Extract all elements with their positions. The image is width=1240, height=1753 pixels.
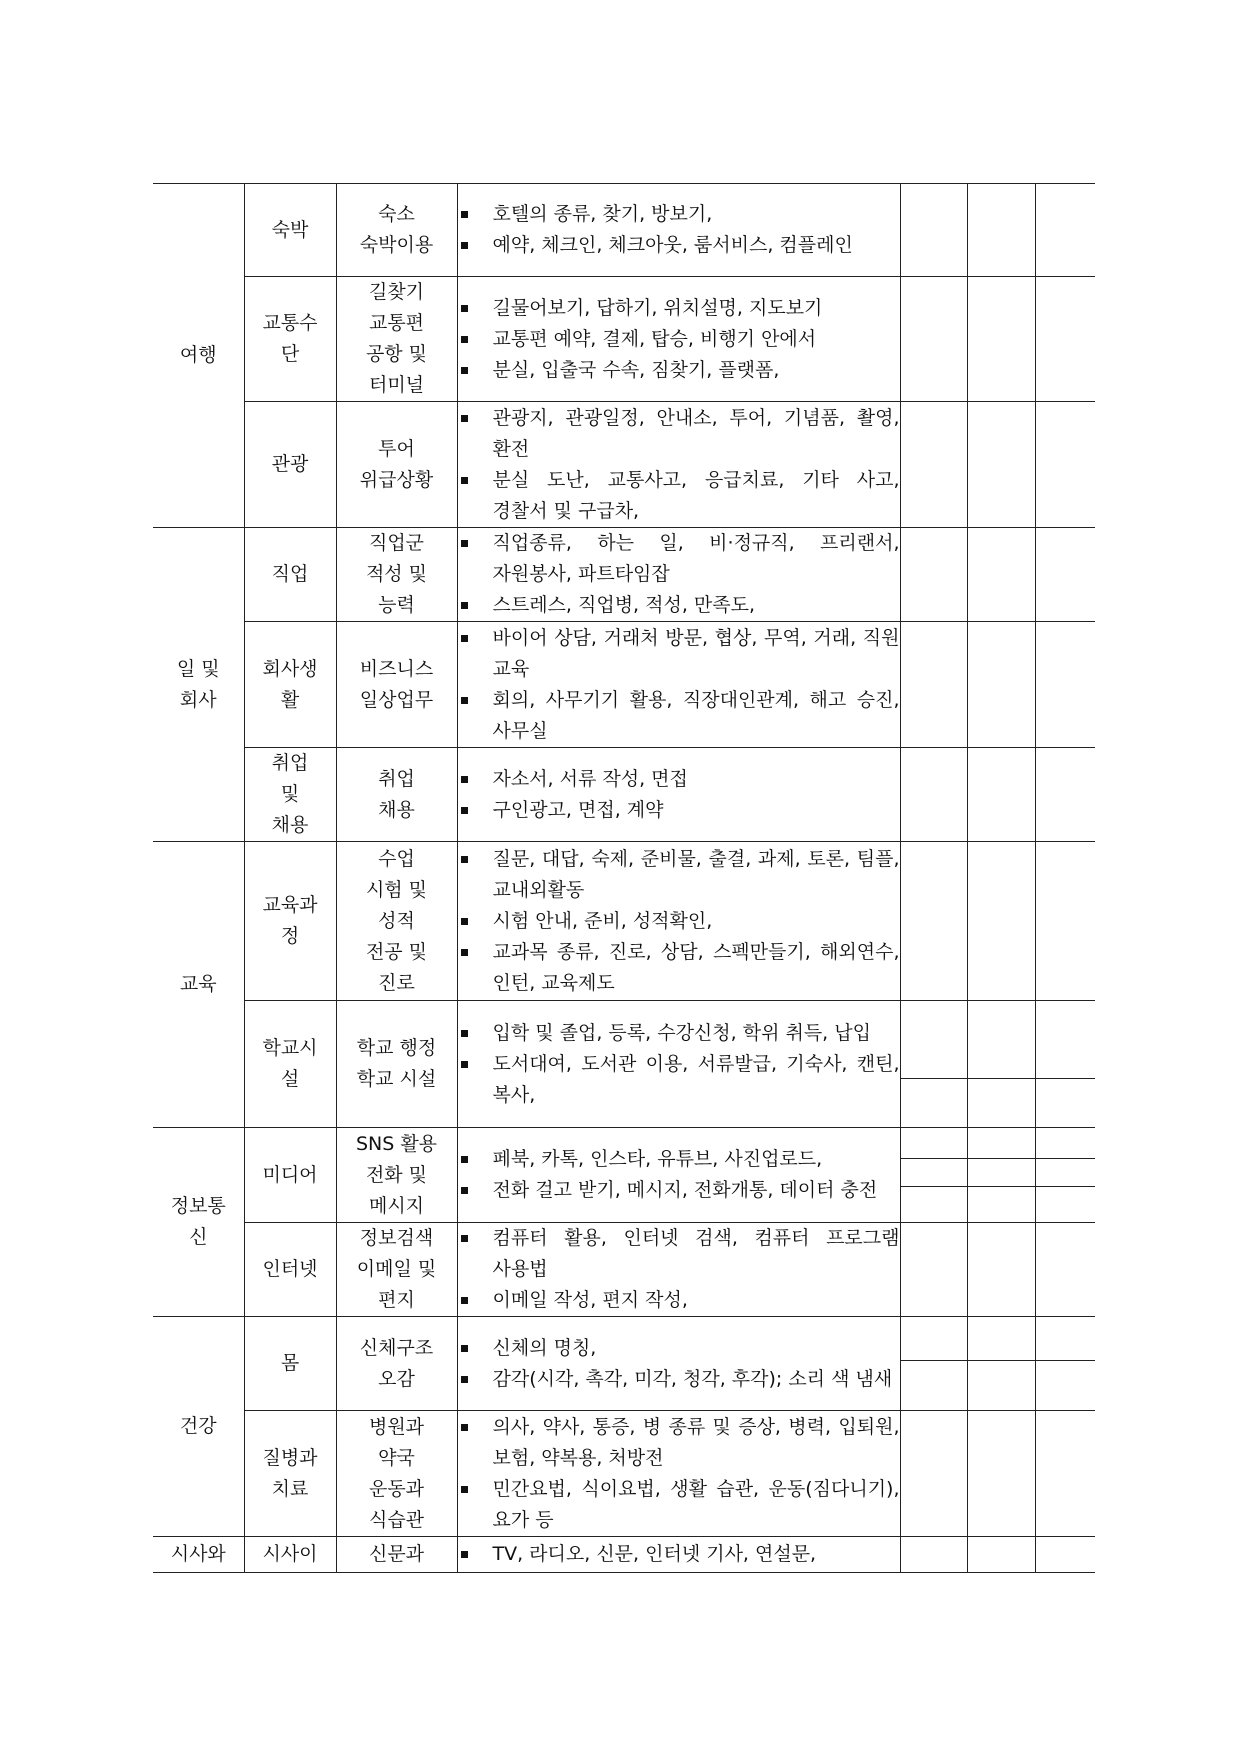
category-label: 교육 [179, 973, 217, 995]
topic-label: 수업 [378, 847, 415, 870]
list-item: 신체의 명칭, [458, 1333, 900, 1364]
list-item: 이메일 작성, 편지 작성, [458, 1285, 900, 1316]
topic-label: 전공 및 [365, 940, 428, 963]
table-row [153, 1411, 1095, 1537]
category-label: 회사 [179, 688, 217, 711]
topic-label: 메시지 [368, 1194, 425, 1217]
content-cell [457, 1128, 900, 1223]
topic-label: 오감 [378, 1367, 415, 1390]
check-cell [1035, 1537, 1095, 1573]
content-cell [457, 1537, 900, 1573]
check-cell [1035, 622, 1095, 748]
content-cell [457, 1223, 900, 1317]
list-item: 페북, 카톡, 인스타, 유튜브, 사진업로드, [458, 1144, 900, 1175]
subcategory-label: 몸 [280, 1352, 300, 1374]
check-cell [900, 1317, 967, 1411]
check-cell [1035, 1411, 1095, 1537]
check-cell [1035, 277, 1095, 402]
check-cell [967, 842, 1035, 1001]
subcategory-label: 질병과 [262, 1446, 318, 1469]
table-row [153, 1317, 1095, 1411]
topic-label: 이메일 및 [356, 1258, 437, 1280]
subcategory-label: 치료 [271, 1477, 309, 1500]
subcategory-cell [244, 402, 336, 528]
table-row [153, 1537, 1095, 1573]
check-cell [1035, 528, 1095, 622]
table-row [153, 1001, 1095, 1128]
content-cell [457, 842, 900, 1001]
table-row [153, 184, 1095, 277]
subcategory-label: 취업 [271, 752, 309, 774]
list-item: 호텔의 종류, 찾기, 방보기, [458, 199, 900, 230]
content-cell [457, 1001, 900, 1128]
topic-label: 정보검색 [359, 1227, 434, 1249]
topic-cell [336, 842, 457, 1001]
list-item: 도서대여, 도서관 이용, 서류발급, 기숙사, 캔틴, 복사, [458, 1049, 900, 1111]
check-cell [967, 1411, 1035, 1537]
topic-cell [336, 402, 457, 528]
check-cell [900, 402, 967, 528]
subcategory-label: 직업 [271, 563, 309, 585]
list-item: TV, 라디오, 신문, 인터넷 기사, 연설문, [458, 1539, 900, 1570]
content-cell [457, 402, 900, 528]
category-cell-current-affairs [153, 1537, 244, 1573]
subcategory-label: 숙박 [271, 218, 309, 241]
content-cell [457, 528, 900, 622]
category-label: 건강 [179, 1415, 217, 1437]
check-cell [1035, 1001, 1095, 1128]
subcategory-cell [244, 842, 336, 1001]
subcategory-label: 교육과 [262, 894, 318, 916]
topic-cell [336, 1223, 457, 1317]
topic-label: 채용 [378, 798, 415, 821]
list-item: 길물어보기, 답하기, 위치설명, 지도보기 [458, 293, 900, 324]
check-cell [967, 1317, 1035, 1411]
check-cell [900, 528, 967, 622]
subcategory-label: 인터넷 [262, 1258, 318, 1280]
topic-label: 투어 [378, 437, 415, 460]
topic-label: 진로 [378, 971, 415, 994]
subcategory-label: 설 [280, 1068, 300, 1090]
check-cell [1035, 1223, 1095, 1317]
subcategory-cell [244, 184, 336, 277]
topic-label: 숙박이용 [359, 234, 434, 256]
topic-label: 학교 시설 [356, 1068, 437, 1090]
topic-label: 공항 및 [365, 343, 428, 365]
list-item: 입학 및 졸업, 등록, 수강신청, 학위 취득, 납입 [458, 1018, 900, 1049]
topic-label: 약국 [378, 1446, 415, 1469]
category-cell-education [153, 842, 244, 1128]
list-item: 관광지, 관광일정, 안내소, 투어, 기념품, 촬영, 환전 [458, 403, 900, 465]
content-cell [457, 184, 900, 277]
topic-cell [336, 528, 457, 622]
subcategory-label: 정 [280, 925, 300, 947]
list-item: 스트레스, 직업병, 적성, 만족도, [458, 590, 900, 621]
check-cell [900, 1001, 967, 1128]
list-item: 자소서, 서류 작성, 면접 [458, 764, 900, 795]
list-item: 의사, 약사, 통증, 병 종류 및 증상, 병력, 입퇴원, 보험, 약복용, 처방전 [458, 1412, 900, 1474]
topic-cell [336, 1001, 457, 1128]
check-cell [900, 277, 967, 402]
list-item: 질문, 대답, 숙제, 준비물, 출결, 과제, 토론, 팀플, 교내외활동 [458, 844, 900, 906]
topic-label: 운동과 [368, 1477, 425, 1500]
content-cell [457, 748, 900, 842]
subcategory-cell [244, 1128, 336, 1223]
subcategory-label: 활 [280, 688, 300, 711]
topic-label: 길찾기 [368, 281, 425, 303]
check-cell [1035, 402, 1095, 528]
topic-label: 적성 및 [365, 563, 428, 585]
check-cell [967, 748, 1035, 842]
content-cell [457, 1411, 900, 1537]
category-cell-work [153, 528, 244, 842]
topic-label: 숙소 [378, 203, 415, 225]
topic-label: 교통편 [368, 312, 425, 334]
check-cell [900, 184, 967, 277]
check-cell [967, 1001, 1035, 1128]
check-cell [900, 748, 967, 842]
category-label: 신 [189, 1226, 208, 1248]
topic-label: 시험 및 [365, 878, 428, 901]
topic-label: 병원과 [368, 1415, 425, 1438]
category-cell-health [153, 1317, 244, 1537]
list-item: 바이어 상담, 거래처 방문, 협상, 무역, 거래, 직원 교육 [458, 623, 900, 685]
curriculum-table [153, 183, 1095, 1573]
list-item: 교통편 예약, 결제, 탑승, 비행기 안에서 [458, 324, 900, 355]
list-item: 회의, 사무기기 활용, 직장대인관계, 해고 승진, 사무실 [458, 685, 900, 747]
topic-label: 터미널 [368, 374, 425, 396]
category-label: 일 및 [176, 657, 220, 680]
list-item: 교과목 종류, 진로, 상담, 스펙만들기, 해외연수, 인턴, 교육제도 [458, 937, 900, 999]
subcategory-label: 회사생 [262, 657, 318, 680]
subcategory-cell [244, 528, 336, 622]
content-cell [457, 277, 900, 402]
subcategory-label: 단 [280, 343, 300, 365]
table-row [153, 1128, 1095, 1223]
category-cell-travel [153, 184, 244, 528]
table-row [153, 402, 1095, 528]
check-cell [967, 1223, 1035, 1317]
list-item: 분실, 입출국 수속, 짐찾기, 플랫폼, [458, 355, 900, 386]
subcategory-label: 관광 [271, 453, 309, 475]
subcategory-cell [244, 1537, 336, 1573]
subcategory-cell [244, 748, 336, 842]
list-item: 감각(시각, 촉각, 미각, 청각, 후각); 소리 색 냄새 [458, 1364, 900, 1395]
list-item: 시험 안내, 준비, 성적확인, [458, 906, 900, 937]
topic-label: 일상업무 [359, 688, 434, 711]
content-cell [457, 1317, 900, 1411]
topic-label: SNS 활용 [355, 1132, 438, 1155]
table-row [153, 1223, 1095, 1317]
check-cell [900, 1128, 967, 1223]
check-cell [1035, 748, 1095, 842]
topic-label: 능력 [378, 594, 415, 616]
subcategory-label: 및 [280, 783, 300, 805]
check-cell [967, 402, 1035, 528]
topic-cell [336, 1537, 457, 1573]
subcategory-label: 학교시 [262, 1037, 318, 1059]
table-row [153, 277, 1095, 402]
category-label: 여행 [179, 344, 217, 366]
topic-cell [336, 1317, 457, 1411]
check-cell [967, 1537, 1035, 1573]
list-item: 컴퓨터 활용, 인터넷 검색, 컴퓨터 프로그램 사용법 [458, 1223, 900, 1285]
list-item: 전화 걸고 받기, 메시지, 전화개통, 데이터 충전 [458, 1175, 900, 1206]
topic-cell [336, 277, 457, 402]
subcategory-cell [244, 1317, 336, 1411]
category-cell-ict [153, 1128, 244, 1317]
subcategory-label: 교통수 [262, 312, 318, 334]
topic-label: 성적 [378, 909, 415, 932]
topic-label: 비즈니스 [359, 657, 434, 680]
topic-label: 식습관 [368, 1508, 425, 1531]
subcategory-label: 미디어 [262, 1163, 318, 1186]
subcategory-cell [244, 1223, 336, 1317]
subcategory-cell [244, 622, 336, 748]
check-cell [967, 277, 1035, 402]
subcategory-cell [244, 1001, 336, 1128]
check-cell [900, 1537, 967, 1573]
topic-label: 신체구조 [359, 1336, 434, 1359]
check-cell [1035, 1128, 1095, 1223]
check-cell [967, 1128, 1035, 1223]
check-cell [967, 622, 1035, 748]
check-cell [1035, 842, 1095, 1001]
list-item: 구인광고, 면접, 계약 [458, 795, 900, 826]
topic-label: 취업 [378, 767, 415, 790]
table-row [153, 622, 1095, 748]
subcategory-cell [244, 1411, 336, 1537]
topic-cell [336, 622, 457, 748]
list-item: 민간요법, 식이요법, 생활 습관, 운동(짐다니기), 요가 등 [458, 1474, 900, 1536]
category-label: 정보통 [170, 1195, 226, 1217]
check-cell [900, 622, 967, 748]
topic-cell [336, 1411, 457, 1537]
category-label: 시사와 [170, 1543, 226, 1565]
list-item: 예약, 체크인, 체크아웃, 룸서비스, 컴플레인 [458, 230, 900, 261]
subcategory-label: 시사이 [262, 1543, 318, 1565]
topic-label: 학교 행정 [356, 1037, 437, 1059]
table-row [153, 842, 1095, 1001]
topic-cell [336, 184, 457, 277]
check-cell [967, 184, 1035, 277]
list-item: 직업종류, 하는 일, 비·정규직, 프리랜서, 자원봉사, 파트타임잡 [458, 528, 900, 590]
topic-cell [336, 748, 457, 842]
check-cell [967, 528, 1035, 622]
check-cell [900, 842, 967, 1001]
check-cell [900, 1411, 967, 1537]
topic-label: 편지 [378, 1289, 415, 1311]
list-item: 분실 도난, 교통사고, 응급치료, 기타 사고, 경찰서 및 구급차, [458, 465, 900, 527]
subcategory-cell [244, 277, 336, 402]
subcategory-label: 채용 [271, 814, 309, 836]
check-cell [1035, 184, 1095, 277]
check-cell [900, 1223, 967, 1317]
topic-label: 위급상황 [359, 468, 434, 491]
topic-label: 전화 및 [365, 1163, 428, 1186]
topic-label: 신문과 [368, 1543, 425, 1565]
topic-label: 직업군 [368, 532, 425, 554]
check-cell [1035, 1317, 1095, 1411]
content-cell [457, 622, 900, 748]
topic-cell [336, 1128, 457, 1223]
table-row [153, 528, 1095, 622]
table-row [153, 748, 1095, 842]
